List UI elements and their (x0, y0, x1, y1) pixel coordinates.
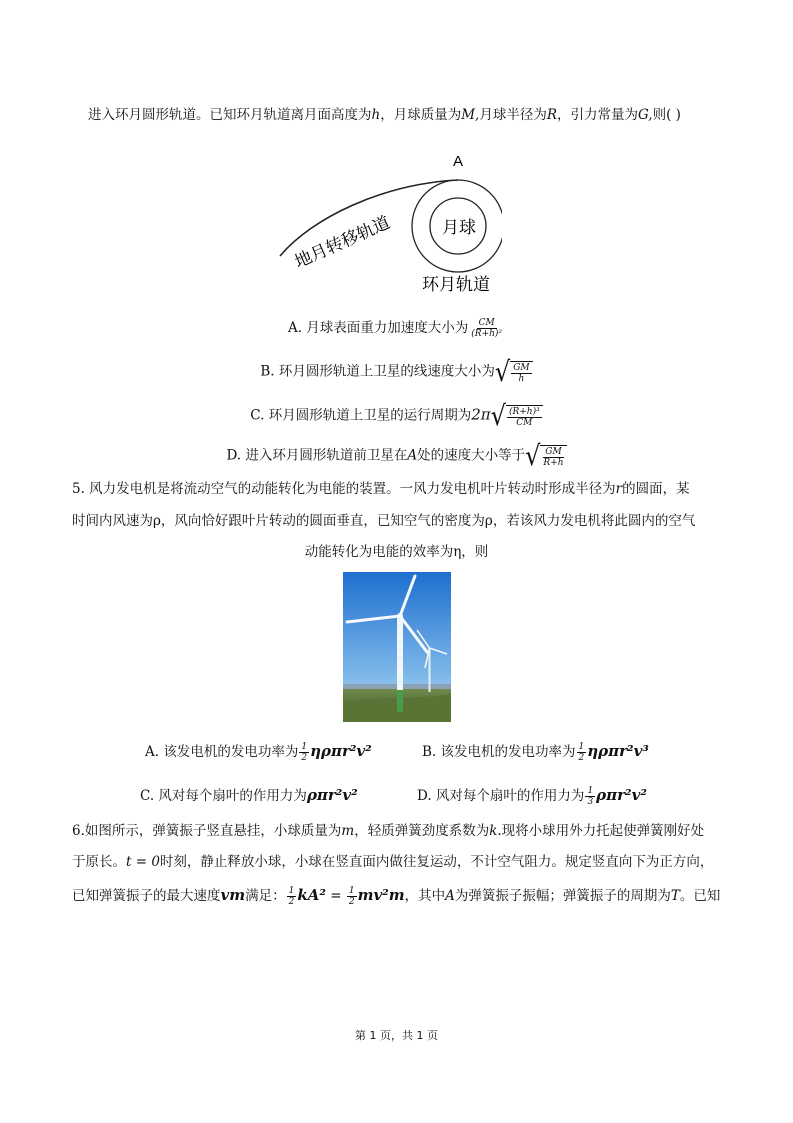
option-text: C. 风对每个扇叶的作用力为 (140, 788, 307, 804)
denominator: 2 (578, 753, 585, 763)
coefficient: 2π (471, 405, 491, 424)
formula: ηρπr²v² (310, 742, 372, 760)
denominator: 3 (587, 797, 594, 807)
var-vm: vm (220, 886, 246, 904)
denominator: CM (516, 417, 533, 428)
intro-text: 月球半径为 (479, 107, 547, 123)
numerator: 1 (288, 886, 295, 896)
numerator: CM (478, 318, 495, 328)
option-text: 处的速度大小等于 (417, 447, 526, 464)
denominator: 2 (348, 897, 355, 907)
numerator: GM (545, 446, 562, 457)
question-text: 时刻，静止释放小球，小球在竖直面内做往复运动，不计空气阻力。规定竖直向下为正方向， (159, 854, 714, 870)
denominator: 2 (288, 897, 295, 907)
option-text: A. 该发电机的发电功率为 (145, 744, 299, 760)
q6-line-1 (72, 822, 704, 840)
question-text: 于原长。 (72, 854, 126, 870)
var-k: k (489, 823, 498, 839)
var-h: h (371, 107, 381, 123)
option-text: D. 进入环月圆形轨道前卫星在 (226, 447, 408, 464)
var-M: M, (461, 107, 480, 123)
q4-option-b (0, 355, 793, 389)
intro-text: ，引力常量为 (557, 107, 638, 123)
q5-line-1 (72, 480, 690, 498)
question-text: 已知弹簧振子的最大速度 (72, 888, 221, 904)
intro-text: ，月球质量为 (380, 107, 462, 123)
var-G: G, (638, 107, 653, 123)
question-text: 满足： (245, 888, 286, 904)
formula: ρπr²v² (596, 786, 647, 804)
numerator: 1 (301, 742, 308, 752)
question-text: 5. 风力发电机是将流动空气的动能转化为电能的装置。一风力发电机叶片转动时形成半径为 (72, 481, 616, 497)
point-a-label: A (453, 153, 464, 170)
option-text: D. 风对每个扇叶的作用力为 (417, 788, 585, 804)
equals-sign: = (325, 888, 346, 904)
option-text: A. 月球表面重力加速度大小为 (287, 320, 469, 336)
q4-option-d (0, 439, 793, 473)
square-root: √ $\frac{GM}{R+h}$ (525, 444, 566, 468)
time-zero: t = 0 (126, 854, 160, 870)
orbit-diagram (272, 148, 502, 298)
question-text: 的圆面，某 (622, 481, 690, 497)
numerator: 1 (578, 742, 585, 752)
lunar-orbit-label: 环月轨道 (422, 275, 490, 295)
question-text: 。已知 (679, 888, 721, 904)
var-R: R (546, 107, 557, 123)
page-footer: 第 1 页，共 1 页 (355, 1029, 438, 1042)
question-text: 6.如图所示，弹簧振子竖直悬挂，小球质量为 (72, 823, 342, 839)
question-text: ，其中 (404, 888, 446, 904)
intro-text: 进入环月圆形轨道。已知环月轨道离月面高度为 (88, 107, 372, 123)
fraction (469, 318, 504, 339)
numerator: 1 (587, 786, 594, 796)
square-root: √ $\frac{\text{(R+h)³}}{CM}$ (491, 404, 543, 428)
denominator: R+h (543, 457, 564, 468)
var-A: A (445, 888, 455, 904)
wind-turbine-image (343, 572, 451, 722)
q5-option-a (145, 742, 372, 763)
q5-option-d (417, 786, 647, 807)
q6-line-2 (72, 853, 713, 871)
option-text: B. 环月圆形轨道上卫星的线速度大小为 (260, 363, 495, 380)
var-T: T (670, 888, 680, 904)
q5-option-c (140, 786, 358, 805)
intro-line (88, 106, 681, 124)
denominator: h (518, 373, 525, 384)
formula: ρπr²v² (306, 786, 358, 804)
equation-right: mv²m (357, 886, 405, 904)
q5-line-3: 动能转化为电能的效率为η，则 (304, 544, 489, 560)
question-text: ，轻质弹簧劲度系数为 (354, 823, 490, 839)
numerator: 1 (348, 886, 355, 896)
var-A: A (407, 447, 418, 464)
moon-label: 月球 (442, 218, 476, 238)
transfer-orbit-label: 地月转移轨道 (291, 212, 394, 273)
question-text: 为弹簧振子振幅；弹簧振子的周期为 (454, 888, 671, 904)
denominator: (R+h)² (471, 329, 503, 339)
answer-bracket: 则( ) (652, 107, 681, 123)
q4-option-c (0, 399, 793, 433)
var-r: r (615, 481, 623, 497)
q5-line-2: 时间内风速为ρ，风向恰好跟叶片转动的圆面垂直，已知空气的密度为ρ，若该风力发电机将此圆内的空气 (72, 513, 696, 529)
option-text: B. 该发电机的发电功率为 (422, 744, 576, 760)
equation-left: kA² (297, 886, 326, 904)
numerator: GM (513, 362, 530, 373)
q4-option-a (0, 318, 793, 339)
question-text: .现将小球用外力托起使弹簧刚好处 (497, 823, 705, 839)
q6-line-3 (72, 886, 720, 907)
formula: ηρπr²v³ (587, 742, 649, 760)
square-root: √ $\frac{GM}{h}$ (495, 360, 533, 384)
denominator: 2 (301, 753, 308, 763)
numerator: (R+h)³ (508, 406, 540, 417)
option-text: C. 环月圆形轨道上卫星的运行周期为 (250, 407, 472, 424)
var-m: m (341, 823, 355, 839)
q5-option-b (422, 742, 649, 763)
